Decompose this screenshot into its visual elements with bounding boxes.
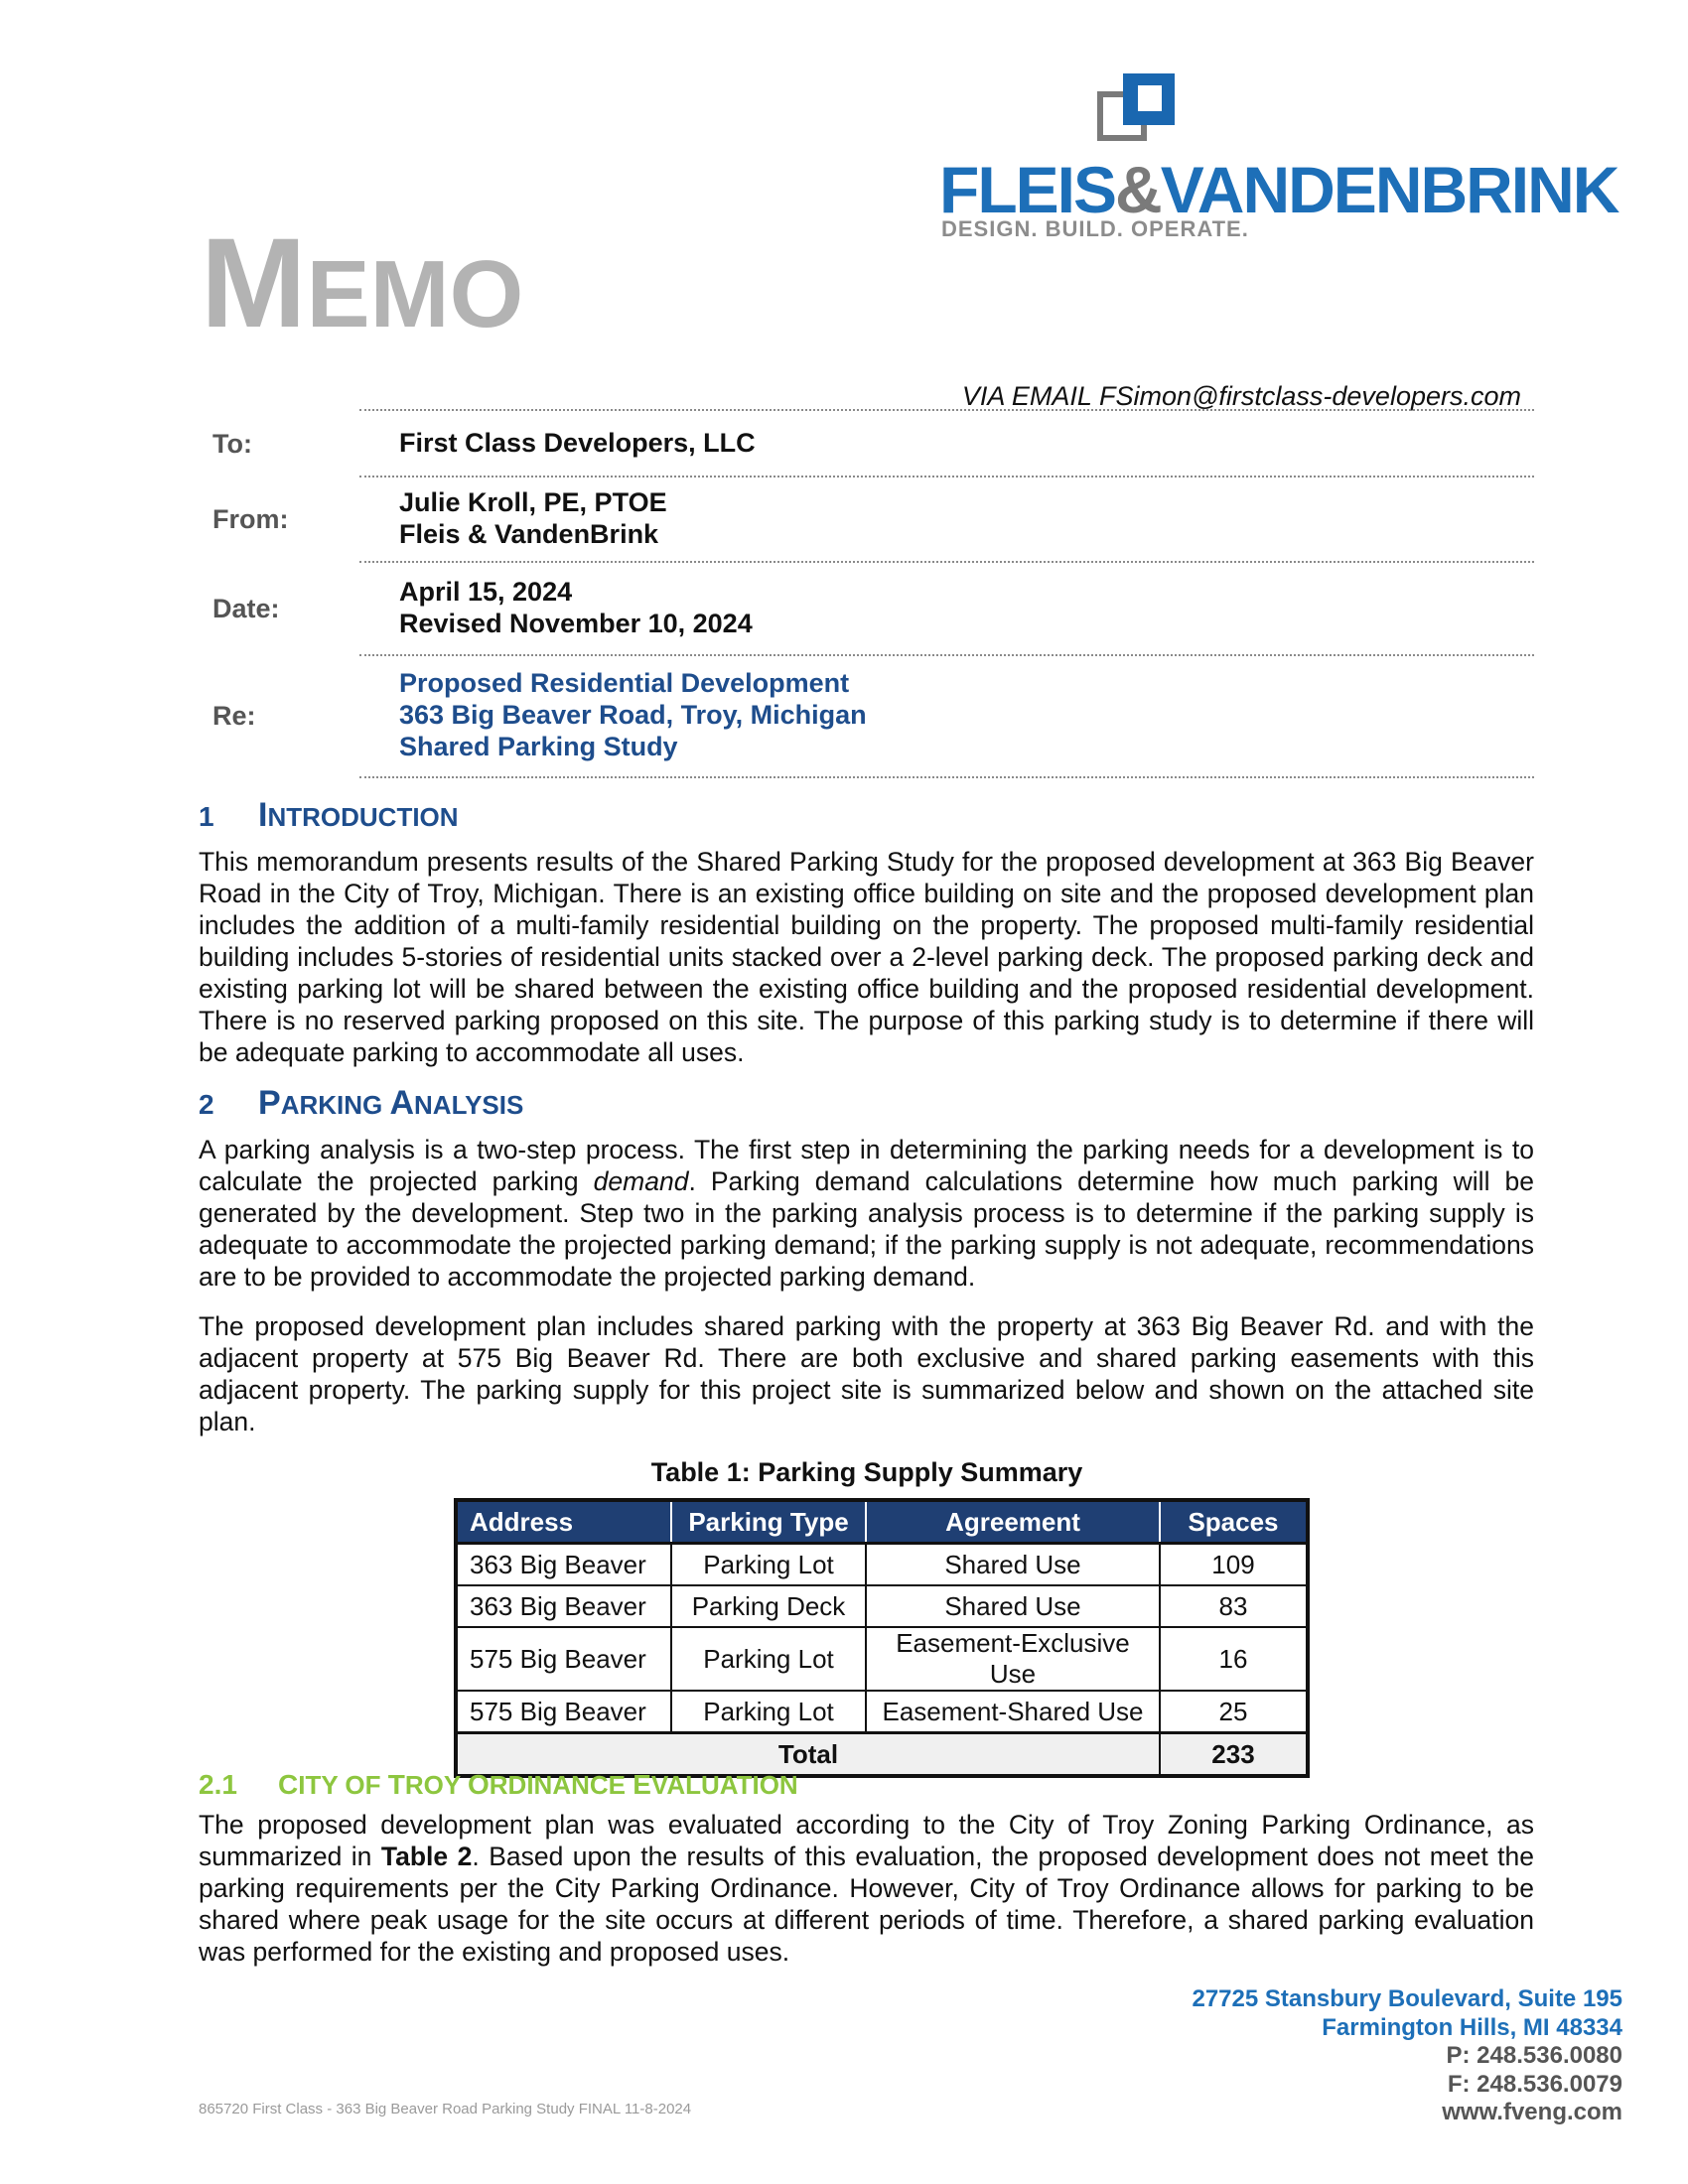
column-header: Agreement — [866, 1500, 1160, 1544]
section-heading-parking-analysis: 2 PARKING ANALYSIS — [199, 1084, 524, 1122]
from-value: Julie Kroll, PE, PTOE Fleis & VandenBrink — [399, 487, 667, 549]
date-label: Date: — [212, 594, 280, 623]
header-divider — [359, 776, 1534, 778]
table-cell: Parking Deck — [671, 1585, 866, 1627]
section-heading-introduction: 1 INTRODUCTION — [199, 796, 459, 834]
table-cell: Parking Lot — [671, 1691, 866, 1733]
logo-wordmark: FLEIS&VANDENBRINK — [939, 153, 1618, 226]
table-cell: Easement-Exclusive Use — [866, 1627, 1160, 1691]
company-address — [1192, 1985, 1622, 2127]
address-line: 27725 Stansbury Boulevard, Suite 195 — [1192, 1985, 1622, 2012]
to-value: First Class Developers, LLC — [399, 428, 756, 458]
fax-number: F: 248.536.0079 — [1447, 2070, 1622, 2098]
address-line: Farmington Hills, MI 48334 — [1322, 2013, 1622, 2041]
table-cell: 363 Big Beaver — [456, 1585, 671, 1627]
logo-square-icon — [1097, 73, 1177, 153]
parking-analysis-paragraph-1: A parking analysis is a two-step process. The first step in determining the parking needs for a development is to calculate the projected parking demand. Parking demand calculations determine how much parking will be generated by the development. Step two in the parking analysis process is to determine if the parking supply is adequate to accommodate the projected parking demand; if the parking supply is not adequate, recommendations are to be provided to accommodate the projected parking demand. — [199, 1135, 1535, 1292]
table-cell: Parking Lot — [671, 1627, 866, 1691]
table-cell: 25 — [1160, 1691, 1308, 1733]
table-header-row — [456, 1500, 1308, 1544]
via-email-line: VIA EMAIL FSimon@firstclass-developers.com — [961, 381, 1521, 411]
table-row — [456, 1627, 1308, 1691]
parking-supply-table — [454, 1498, 1310, 1778]
company-logo — [933, 73, 1618, 242]
column-header: Spaces — [1160, 1500, 1308, 1544]
introduction-paragraph: This memorandum presents results of the Shared Parking Study for the proposed development at 363 Big Beaver Road in the City of Troy, Michigan. There is an existing office building on site and the proposed development plan includes the addition of a multi-family residential building on the property. The proposed multi-family residential building includes 5-stories of residential units stacked over a 2-level parking deck. The proposed parking deck and existing parking lot will be shared between the existing office building and the proposed residential development. There is no reserved parking proposed on this site. The purpose of this parking study is to determine if there will be adequate parking to accommodate all uses. — [199, 847, 1534, 1067]
table-caption: Table 1: Parking Supply Summary — [650, 1457, 1083, 1487]
header-divider — [359, 654, 1534, 656]
phone-number: P: 248.536.0080 — [1446, 2042, 1622, 2069]
from-label: From: — [212, 504, 289, 534]
table-cell: 16 — [1160, 1627, 1308, 1691]
table-cell: 109 — [1160, 1544, 1308, 1586]
table-cell: 575 Big Beaver — [456, 1691, 671, 1733]
date-value: April 15, 2024 Revised November 10, 2024 — [399, 577, 753, 638]
table-cell: 575 Big Beaver — [456, 1627, 671, 1691]
website-link[interactable]: www.fveng.com — [1442, 2099, 1622, 2125]
table-cell: Parking Lot — [671, 1544, 866, 1586]
ordinance-evaluation-paragraph: The proposed development plan was evaluated according to the City of Troy Zoning Parking Ordinance, as summarized in Table 2. Based upon the results of this evaluation, the proposed development does not meet the parking requirements per the City Parking Ordinance. However, City of Troy Ordinance allows for parking to be shared where peak usage for the site occurs at different periods of time. Therefore, a shared parking evaluation was performed for the existing and proposed uses. — [199, 1810, 1534, 1967]
table-row — [456, 1544, 1308, 1586]
column-header: Parking Type — [671, 1500, 866, 1544]
footer-file-name: 865720 First Class - 363 Big Beaver Road Parking Study FINAL 11-8-2024 — [199, 2101, 692, 2117]
table-cell: 363 Big Beaver — [456, 1544, 671, 1586]
header-divider — [359, 409, 1534, 411]
header-divider — [359, 476, 1534, 478]
table-row — [456, 1691, 1308, 1733]
section-heading-ordinance-evaluation: 2.1 CITY OF TROY ORDINANCE EVALUATION — [199, 1769, 798, 1800]
table-cell: Shared Use — [866, 1544, 1160, 1586]
total-value: 233 — [1160, 1733, 1308, 1777]
to-label: To: — [212, 429, 252, 459]
header-divider — [359, 561, 1534, 563]
table-cell: Easement-Shared Use — [866, 1691, 1160, 1733]
table-cell: Shared Use — [866, 1585, 1160, 1627]
re-label: Re: — [212, 701, 256, 731]
re-value: Proposed Residential Development 363 Big Beaver Road, Troy, Michigan Shared Parking Study — [399, 668, 867, 761]
table-row — [456, 1585, 1308, 1627]
table-cell: 83 — [1160, 1585, 1308, 1627]
column-header: Address — [456, 1500, 671, 1544]
memo-title: MEMO — [201, 212, 524, 354]
logo-tagline: DESIGN. BUILD. OPERATE. — [941, 216, 1249, 241]
parking-analysis-paragraph-2: The proposed development plan includes shared parking with the property at 363 Big Beaver Rd. and with the adjacent property at 575 Big Beaver Rd. There are both exclusive and shared parking easements with this adjacent property. The parking supply for this project site is summarized below and shown on the attached site plan. — [199, 1311, 1534, 1436]
total-label: Total — [456, 1733, 1160, 1777]
